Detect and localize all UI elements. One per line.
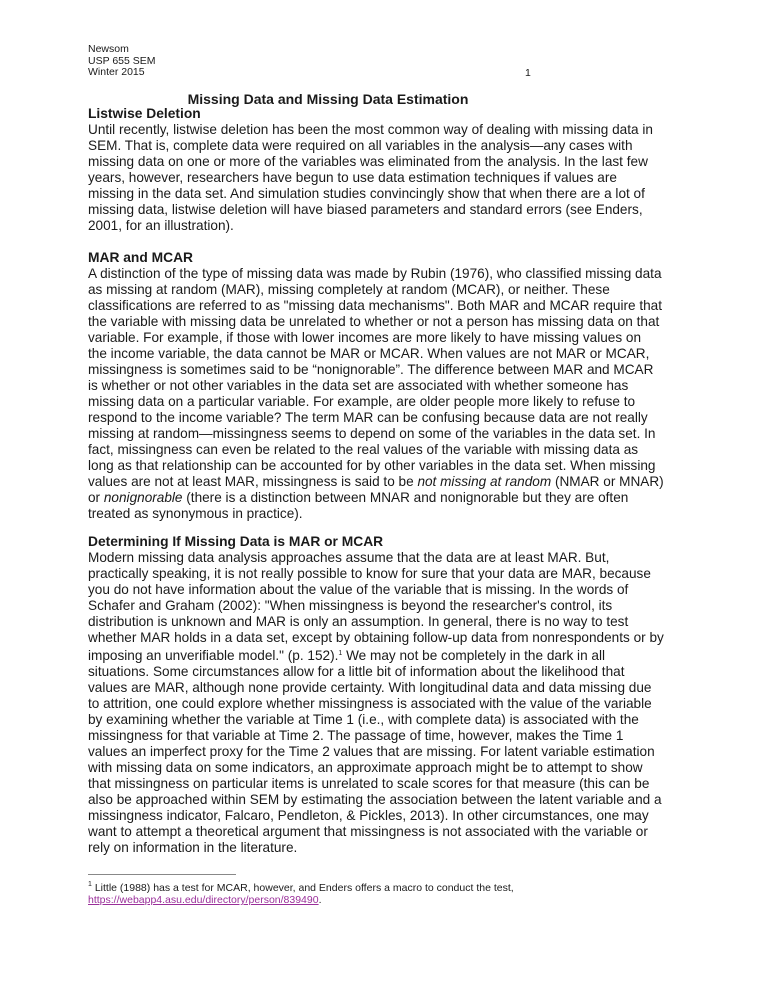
text-line: missingness is sometimes said to be “nonignorable”. The difference between MAR and MCAR [88,362,654,377]
text-line: that missingness on particular items is unrelated to scale scores for that measure (this can be [88,776,650,791]
text-line: Until recently, listwise deletion has been the most common way of dealing with missing data in [88,122,653,137]
running-header [88,44,156,79]
footnote [88,879,514,906]
text-line: long as that relationship can be accounted for by other variables in the data set. When missing [88,458,656,473]
text-line: situations. Some circumstances allow for a little bit of information about the likelihood that [88,664,625,679]
paragraph-listwise [88,122,653,234]
text-line: fact, missingness can even be related to the real values of the variable with missing data as [88,442,639,457]
paragraph-mar-mcar [88,266,664,522]
text-line: respond to the income variable? The term MAR can be confusing because data are not really [88,410,648,425]
text-line [88,474,664,490]
text-line: as missing at random (MAR), missing completely at random (MCAR), or neither. These [88,282,610,297]
paragraph-lines [88,664,664,856]
text-line: want to attempt a theoretical argument that missingness is not associated with the variable or [88,824,648,839]
text-line: to attrition, one could explore whether missingness is associated with the value of the variable [88,696,652,711]
heading-listwise-deletion: Listwise Deletion [88,106,201,121]
text-line: the variable with missing data be unrelated to whether or not a person has missing data on that [88,314,660,329]
text-line: missingness indicator, Falcaro, Pendleton, & Pickles, 2013). In other circumstances, one may [88,808,649,823]
page-number: 1 [525,67,531,79]
text-line: distribution is unknown and MAR is only an assumption. In general, there is no way to test [88,614,629,629]
text-line: with missing data on some indicators, an approximate approach might be to attempt to show [88,760,643,775]
heading-determining-mar: Determining If Missing Data is MAR or MCAR [88,534,384,549]
header-term: Winter 2015 [88,66,145,79]
heading-mar-mcar: MAR and MCAR [88,250,193,265]
italic-term: nonignorable [103,490,183,505]
document-title: Missing Data and Missing Data Estimation [187,91,469,107]
footnote-text: Little (1988) has a test for MCAR, however, and Enders offers a macro to conduct the test, [91,882,514,894]
text-line: SEM. That is, complete data were required on all variables in the analysis—any cases with [88,138,633,153]
text-line: by examining whether the variable at Time 1 (i.e., with complete data) is associated with the [88,712,639,727]
footnote-marker: 1 [88,881,92,888]
text-span: imposing an unverifiable model." (p. 152). [88,648,339,663]
text-span: (there is a distinction between MNAR and nonignorable but they are often [182,490,629,505]
footnote-ref[interactable]: 1 [338,650,343,657]
text-line: Schafer and Graham (2002): "When missingness is beyond the researcher's control, its [88,598,613,613]
text-line: is whether or not other variables in the data set are associated with whether someone has [88,378,629,393]
text-line: treated as synonymous in practice). [88,506,303,521]
paragraph-lines [88,550,664,646]
text-line: you do not have information about the value of the variable that is missing. In the words of [88,582,629,597]
footnote-link[interactable]: https://webapp4.asu.edu/directory/person/839490 [88,894,319,906]
text-span: We may not be completely in the dark in all [342,648,606,663]
text-span: (NMAR or MNAR) [551,474,664,489]
text-line: also be approached within SEM by estimating the association between the latent variable and a [88,792,662,807]
paragraph-determining [88,550,664,856]
text-line: missing in the data set. And simulation studies convincingly show that when there are a lot of [88,186,645,201]
text-line: years, however, researchers have begun to use data estimation techniques if values are [88,170,617,185]
text-line: missing data on one or more of the variables was eliminated from the analysis. In the last few [88,154,648,169]
footnote-separator [88,874,236,875]
italic-term: not missing at random [417,474,552,489]
text-span: or [88,490,104,505]
text-line: missing at random—missingness seems to depend on some of the variables in the data set. In [88,426,656,441]
text-line: missing data on a particular variable. For example, are older people more likely to refuse to [88,394,636,409]
text-line: practically speaking, it is not really possible to know for sure that your data are MAR, because [88,566,651,581]
text-line [88,646,664,664]
text-line: values are MAR, although none provide certainty. With longitudinal data and data missing due [88,680,652,695]
text-line: 2001, for an illustration). [88,218,234,233]
header-author: Newsom [88,43,129,55]
text-line: rely on information in the literature. [88,840,298,855]
text-line: missing data, listwise deletion will have biased parameters and standard errors (see Enders, [88,202,643,217]
header-course: USP 655 SEM [88,54,156,67]
text-line: A distinction of the type of missing data was made by Rubin (1976), who classified missing data [88,266,662,281]
text-line: missingness for that variable at Time 2. The passage of time, however, makes the Time 1 [88,728,624,743]
text-line: the income variable, the data cannot be MAR or MCAR. When values are not MAR or MCAR, [88,346,650,361]
paragraph-lines [88,266,664,474]
text-line: values an imperfect proxy for the Time 2 values that are missing. For latent variable estimation [88,744,655,759]
text-line: Modern missing data analysis approaches assume that the data are at least MAR. But, [88,550,610,565]
text-line [88,490,664,506]
text-line: variable. For example, if those with lower incomes are more likely to have missing values on [88,330,642,345]
text-span: values are not at least MAR, missingness is said to be [88,474,418,489]
footnote-period: . [318,894,322,906]
text-line: whether MAR holds in a data set, except by obtaining follow-up data from nonrespondents or by [88,630,664,645]
text-line: classifications are referred to as "missing data mechanisms". Both MAR and MCAR require that [88,298,663,313]
